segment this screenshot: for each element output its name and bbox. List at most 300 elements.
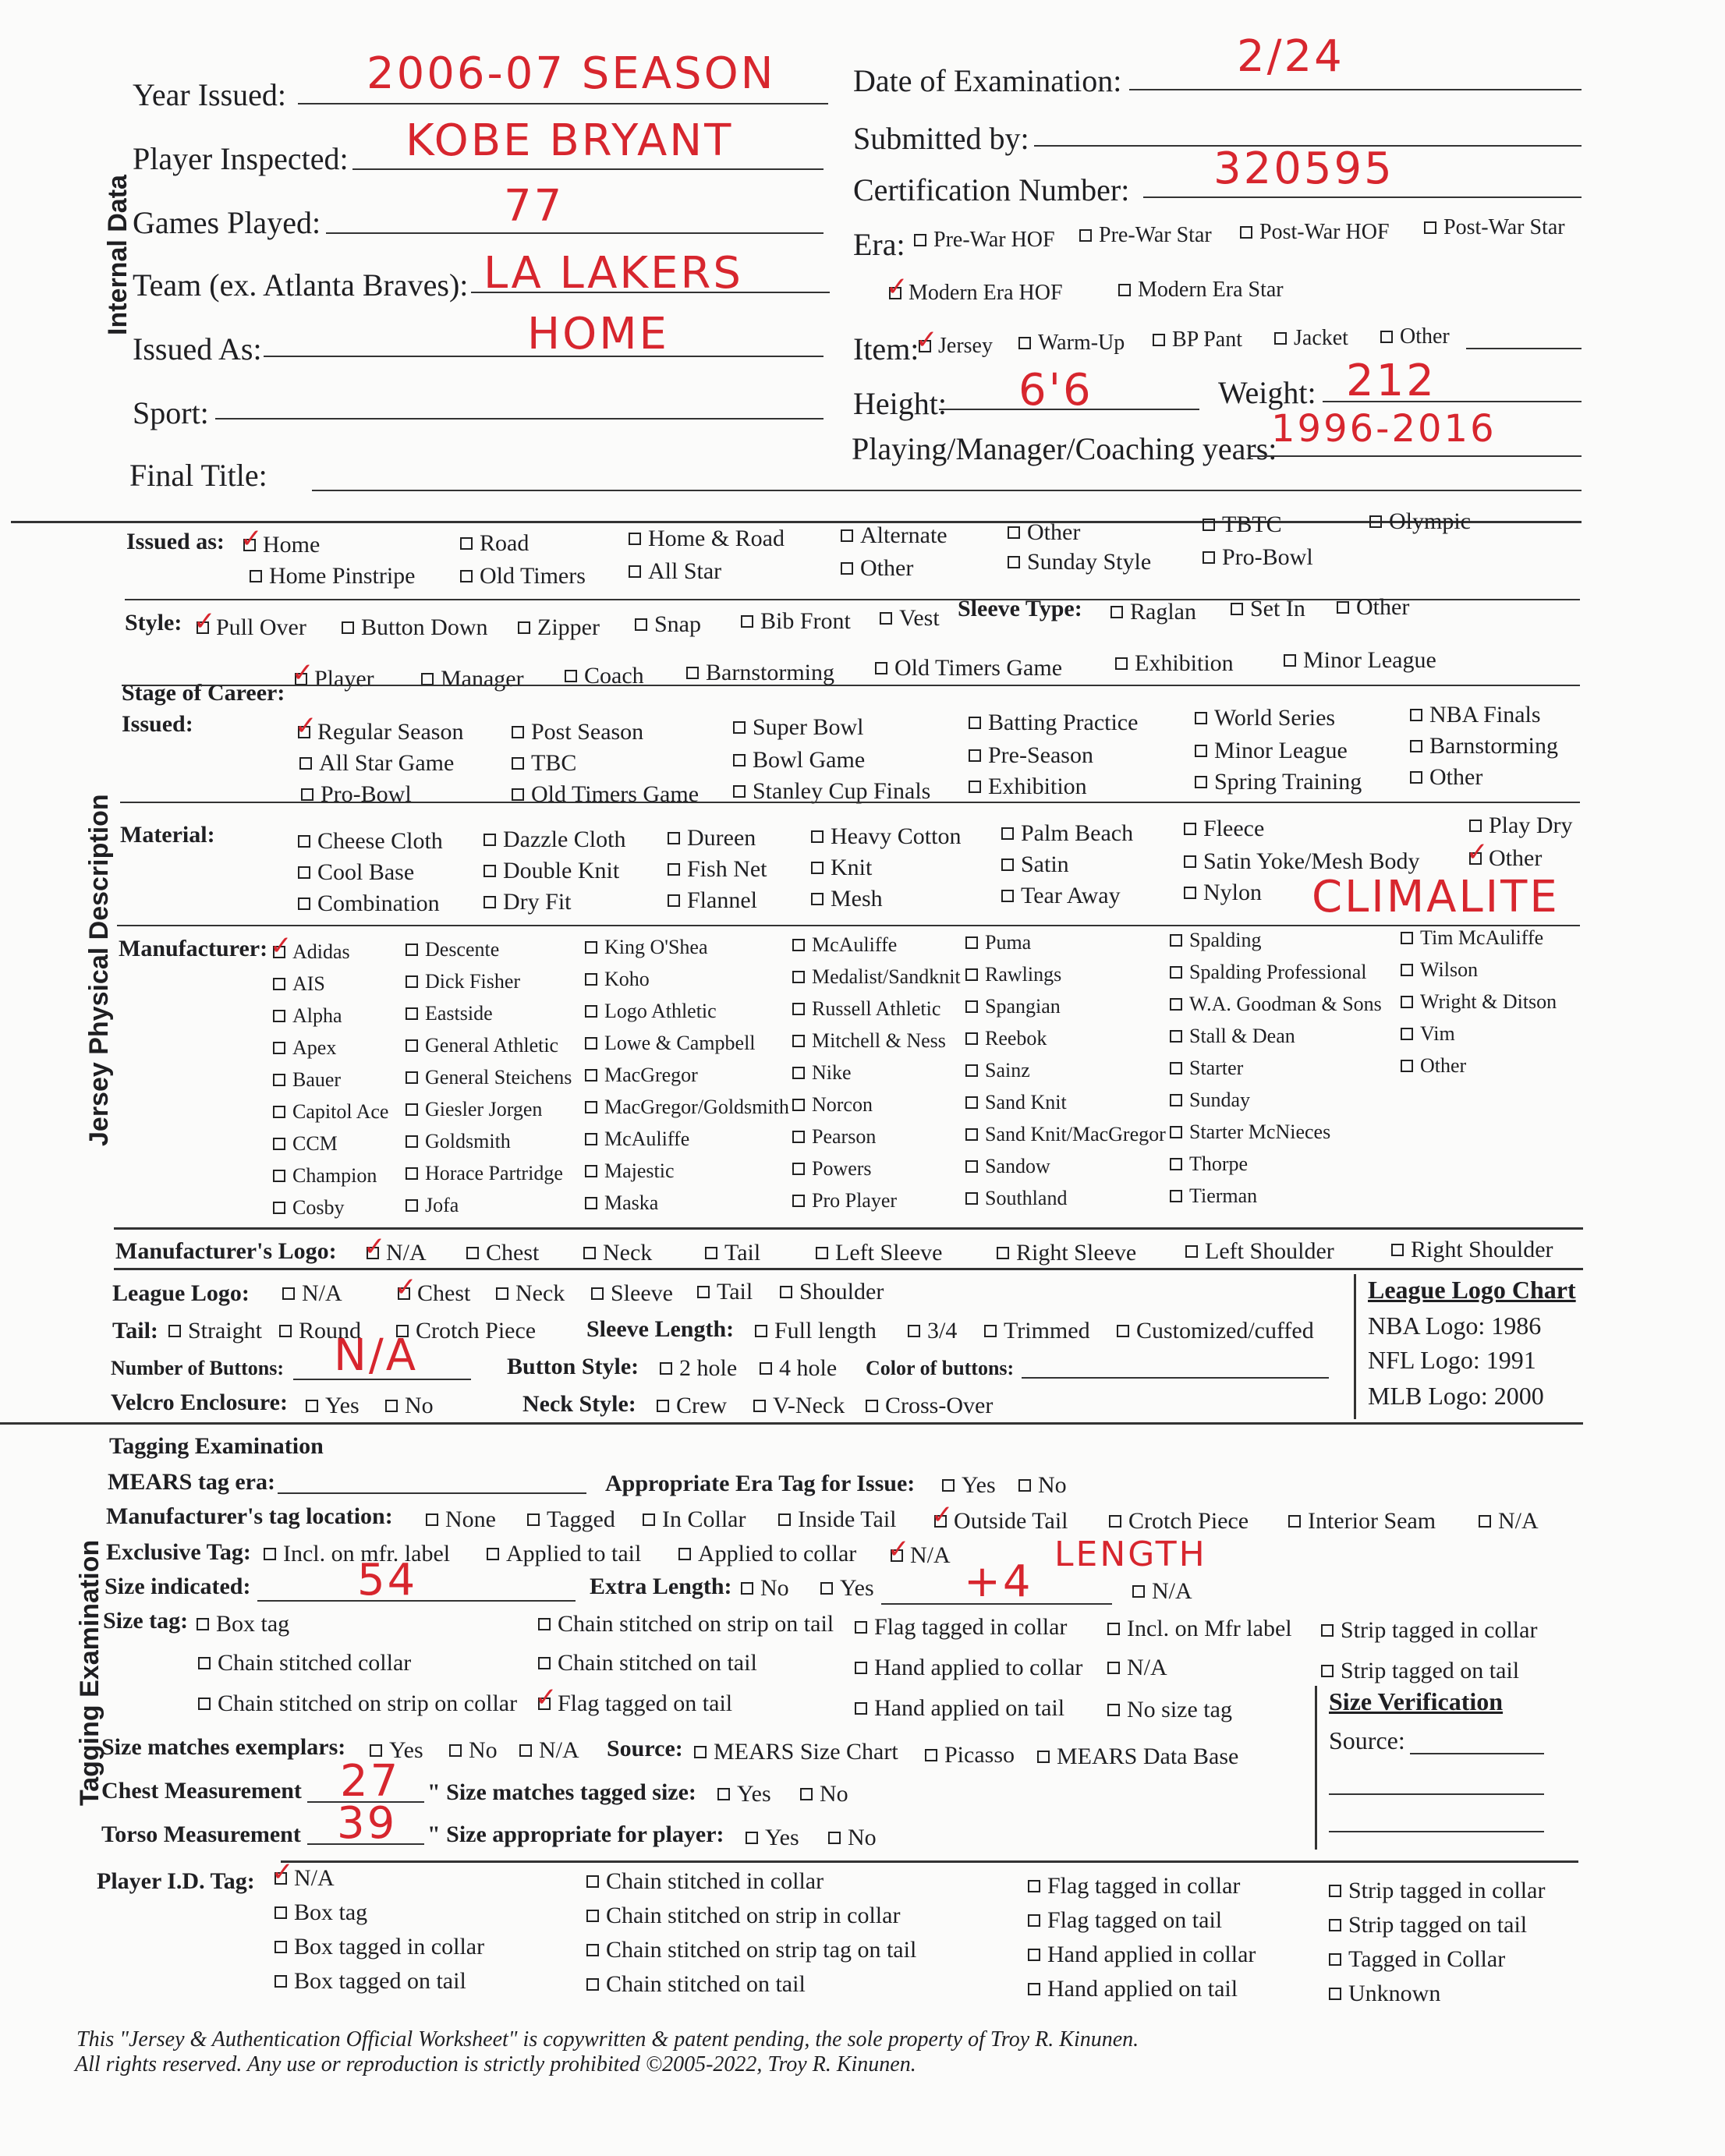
- issued-as-checkbox-all-star[interactable]: [629, 558, 721, 585]
- checkbox-box[interactable]: [1321, 1624, 1334, 1637]
- checkbox-box[interactable]: [585, 1133, 597, 1145]
- issued-checkbox-minor-league[interactable]: [1195, 738, 1348, 764]
- manufacturer-checkbox-w-a-goodman-sons[interactable]: [1170, 993, 1382, 1016]
- checkbox-box[interactable]: [811, 893, 824, 905]
- checkbox-box[interactable]: [965, 1000, 978, 1013]
- checkbox-box[interactable]: [1185, 1245, 1198, 1258]
- checkbox-box[interactable]: [1240, 226, 1252, 239]
- checkbox-box[interactable]: [697, 1286, 710, 1298]
- checkbox-box[interactable]: [778, 1513, 791, 1526]
- checkbox-box[interactable]: [273, 946, 285, 958]
- checkbox-box[interactable]: [460, 537, 473, 550]
- checkbox-box[interactable]: [460, 570, 473, 582]
- mfr-tag-location-checkbox-crotch-piece[interactable]: [1109, 1508, 1249, 1535]
- league-logo-checkbox-tail[interactable]: [697, 1279, 753, 1305]
- chest-value[interactable]: 27: [340, 1756, 401, 1807]
- source-checkbox-mears-data-base[interactable]: [1037, 1744, 1238, 1770]
- stage-checkbox-barnstorming[interactable]: [686, 660, 834, 686]
- checkbox-box[interactable]: [243, 539, 256, 551]
- checkbox-box[interactable]: [828, 1832, 841, 1844]
- material-checkbox-palm-beach[interactable]: [1001, 820, 1133, 847]
- checkbox-box[interactable]: [1118, 284, 1131, 296]
- manufacturer-checkbox-alpha[interactable]: [273, 1004, 342, 1028]
- checkbox-box[interactable]: [780, 1286, 792, 1298]
- checkbox-box[interactable]: [1410, 771, 1422, 784]
- stage-checkbox-manager[interactable]: [421, 666, 524, 692]
- checkbox-box[interactable]: [1401, 996, 1413, 1008]
- appropriate-era-checkbox-no[interactable]: [1018, 1472, 1067, 1499]
- issued-as-checkbox-home-road[interactable]: [629, 526, 785, 552]
- checkbox-box[interactable]: [398, 1287, 410, 1300]
- cert-number-value[interactable]: 320595: [1213, 143, 1394, 194]
- checkbox-box[interactable]: [483, 865, 496, 877]
- checkbox-box[interactable]: [301, 788, 313, 801]
- checkbox-box[interactable]: [820, 1582, 833, 1595]
- mfr-tag-location-checkbox-outside-tail[interactable]: [934, 1508, 1068, 1535]
- issued-checkbox-tbc[interactable]: [512, 750, 576, 777]
- checkbox-box[interactable]: [586, 1978, 599, 1991]
- checkbox-box[interactable]: [1079, 229, 1092, 242]
- checkbox-box[interactable]: [197, 621, 209, 634]
- checkbox-box[interactable]: [342, 621, 354, 634]
- manufacturer-checkbox-sand-knit[interactable]: [965, 1091, 1067, 1114]
- checkbox-box[interactable]: [1170, 1094, 1182, 1106]
- checkbox-box[interactable]: [512, 726, 524, 738]
- checkbox-box[interactable]: [686, 667, 699, 679]
- issued-as-value[interactable]: HOME: [527, 309, 669, 359]
- issued-checkbox-all-star-game[interactable]: [299, 750, 454, 777]
- player-inspected-value[interactable]: KOBE BRYANT: [406, 115, 734, 166]
- checkbox-box[interactable]: [264, 1548, 276, 1560]
- checkbox-box[interactable]: [273, 1138, 285, 1150]
- manufacturer-checkbox-stall-dean[interactable]: [1170, 1025, 1295, 1048]
- player-id-checkbox-chain-stitched-on-strip-in-collar[interactable]: [586, 1903, 900, 1929]
- issued-checkbox-nba-finals[interactable]: [1410, 702, 1541, 728]
- manufacturer-checkbox-tim-mcauliffe[interactable]: [1401, 926, 1543, 950]
- checkbox-box[interactable]: [198, 1657, 211, 1669]
- checkbox-box[interactable]: [406, 1199, 418, 1212]
- checkbox-box[interactable]: [1380, 331, 1393, 343]
- checkbox-box[interactable]: [908, 1325, 920, 1337]
- issued-checkbox-regular-season[interactable]: [298, 719, 463, 745]
- manufacturer-checkbox-tierman[interactable]: [1170, 1184, 1257, 1208]
- checkbox-box[interactable]: [586, 1910, 599, 1922]
- checkbox-box[interactable]: [1329, 1988, 1341, 2000]
- checkbox-box[interactable]: [1153, 334, 1165, 346]
- manufacturer-checkbox-eastside[interactable]: [406, 1002, 493, 1025]
- checkbox-box[interactable]: [406, 943, 418, 956]
- checkbox-box[interactable]: [1195, 745, 1207, 757]
- manufacturer-checkbox-dick-fisher[interactable]: [406, 970, 520, 993]
- checkbox-box[interactable]: [275, 1975, 287, 1988]
- source-checkbox-mears-size-chart[interactable]: [694, 1739, 898, 1765]
- checkbox-box[interactable]: [483, 834, 496, 846]
- era-checkbox-pre-war-hof[interactable]: [914, 228, 1055, 253]
- checkbox-box[interactable]: [1184, 823, 1196, 835]
- manufacturer-checkbox-norcon[interactable]: [792, 1093, 873, 1117]
- checkbox-box[interactable]: [1469, 820, 1482, 832]
- player-id-checkbox-box-tagged-on-tail[interactable]: [275, 1968, 466, 1995]
- button-style-checkbox-4-hole[interactable]: [760, 1355, 837, 1382]
- material-checkbox-fish-net[interactable]: [668, 856, 767, 883]
- manufacturer-checkbox-wilson[interactable]: [1401, 958, 1478, 982]
- material-checkbox-fleece[interactable]: [1184, 816, 1264, 842]
- checkbox-box[interactable]: [811, 830, 824, 843]
- size-tag-checkbox-flag-tagged-in-collar[interactable]: [855, 1614, 1067, 1641]
- player-id-checkbox-strip-tagged-on-tail[interactable]: [1329, 1912, 1527, 1938]
- checkbox-box[interactable]: [1008, 526, 1020, 539]
- checkbox-box[interactable]: [585, 1197, 597, 1209]
- material-checkbox-satin-yoke-mesh-body[interactable]: [1184, 848, 1420, 875]
- checkbox-box[interactable]: [586, 1944, 599, 1956]
- checkbox-box[interactable]: [1195, 712, 1207, 724]
- checkbox-box[interactable]: [591, 1287, 604, 1300]
- sleeve-type-checkbox-other[interactable]: [1337, 594, 1409, 621]
- checkbox-box[interactable]: [792, 1163, 805, 1175]
- checkbox-box[interactable]: [984, 1325, 997, 1337]
- mfr-logo-checkbox-left-sleeve[interactable]: [816, 1240, 942, 1266]
- checkbox-box[interactable]: [1469, 852, 1482, 865]
- player-id-checkbox-strip-tagged-in-collar[interactable]: [1329, 1878, 1545, 1904]
- checkbox-box[interactable]: [875, 662, 887, 674]
- checkbox-box[interactable]: [965, 1128, 978, 1141]
- source-checkbox-picasso[interactable]: [925, 1742, 1015, 1768]
- checkbox-box[interactable]: [1401, 932, 1413, 944]
- checkbox-box[interactable]: [421, 673, 434, 685]
- manufacturer-checkbox-jofa[interactable]: [406, 1194, 459, 1217]
- sleeve-length-checkbox-customized-cuffed[interactable]: [1117, 1318, 1314, 1344]
- league-logo-checkbox-sleeve[interactable]: [591, 1280, 673, 1307]
- item-checkbox-bp-pant[interactable]: [1153, 327, 1242, 352]
- mfr-logo-checkbox-tail[interactable]: [705, 1240, 760, 1266]
- checkbox-box[interactable]: [1115, 657, 1128, 670]
- checkbox-box[interactable]: [1170, 1030, 1182, 1043]
- checkbox-box[interactable]: [298, 866, 310, 879]
- checkbox-box[interactable]: [1028, 1914, 1040, 1927]
- checkbox-box[interactable]: [934, 1515, 947, 1528]
- style-checkbox-zipper[interactable]: [518, 614, 600, 641]
- stage-checkbox-exhibition[interactable]: [1115, 650, 1234, 677]
- league-logo-checkbox-chest[interactable]: [398, 1280, 470, 1307]
- mfr-logo-checkbox-neck[interactable]: [583, 1240, 652, 1266]
- neck-style-checkbox-cross-over[interactable]: [866, 1393, 993, 1419]
- torso-value[interactable]: 39: [337, 1798, 398, 1849]
- checkbox-box[interactable]: [942, 1479, 955, 1492]
- sleeve-type-checkbox-set-in[interactable]: [1231, 596, 1305, 622]
- checkbox-box[interactable]: [969, 749, 981, 762]
- year-issued-value[interactable]: 2006-07 SEASON: [367, 48, 776, 99]
- checkbox-box[interactable]: [965, 1032, 978, 1045]
- player-id-checkbox-tagged-in-collar[interactable]: [1329, 1946, 1505, 1973]
- checkbox-box[interactable]: [1170, 934, 1182, 947]
- manufacturer-checkbox-majestic[interactable]: [585, 1159, 675, 1183]
- checkbox-box[interactable]: [1424, 221, 1436, 234]
- manufacturer-checkbox-descente[interactable]: [406, 938, 499, 961]
- checkbox-box[interactable]: [406, 1167, 418, 1180]
- issued-checkbox-batting-practice[interactable]: [969, 710, 1138, 736]
- checkbox-box[interactable]: [1231, 603, 1243, 615]
- manufacturer-checkbox-spalding[interactable]: [1170, 929, 1261, 952]
- material-checkbox-dazzle-cloth[interactable]: [483, 827, 625, 853]
- checkbox-box[interactable]: [866, 1400, 878, 1412]
- size-tag-checkbox-chain-stitched-collar[interactable]: [198, 1650, 411, 1676]
- checkbox-box[interactable]: [1008, 556, 1020, 568]
- player-id-checkbox-flag-tagged-on-tail[interactable]: [1028, 1907, 1222, 1934]
- manufacturer-checkbox-puma[interactable]: [965, 931, 1031, 954]
- checkbox-box[interactable]: [792, 939, 805, 951]
- mfr-tag-location-checkbox-tagged[interactable]: [527, 1506, 615, 1533]
- league-logo-checkbox-n-a[interactable]: [282, 1280, 342, 1307]
- manufacturer-checkbox-pearson[interactable]: [792, 1125, 876, 1149]
- checkbox-box[interactable]: [1195, 776, 1207, 788]
- date-exam-value[interactable]: 2/24: [1237, 31, 1344, 82]
- checkbox-box[interactable]: [1329, 1919, 1341, 1931]
- checkbox-box[interactable]: [733, 721, 746, 734]
- checkbox-box[interactable]: [1170, 998, 1182, 1011]
- years-value[interactable]: 1996-2016: [1271, 407, 1497, 451]
- checkbox-box[interactable]: [965, 968, 978, 981]
- checkbox-box[interactable]: [1109, 1515, 1121, 1528]
- checkbox-box[interactable]: [198, 1698, 211, 1710]
- manufacturer-checkbox-reebok[interactable]: [965, 1027, 1047, 1050]
- checkbox-box[interactable]: [668, 894, 680, 907]
- checkbox-box[interactable]: [1001, 827, 1014, 840]
- issued-checkbox-super-bowl[interactable]: [733, 714, 864, 741]
- manufacturer-checkbox-russell-athletic[interactable]: [792, 997, 940, 1021]
- style-checkbox-button-down[interactable]: [342, 614, 488, 641]
- checkbox-box[interactable]: [1170, 1190, 1182, 1202]
- manufacturer-checkbox-giesler-jorgen[interactable]: [406, 1098, 542, 1121]
- style-checkbox-vest[interactable]: [880, 605, 940, 632]
- checkbox-box[interactable]: [1329, 1953, 1341, 1966]
- checkbox-box[interactable]: [800, 1788, 813, 1800]
- checkbox-box[interactable]: [519, 1744, 532, 1757]
- neck-style-checkbox-crew[interactable]: [657, 1393, 727, 1419]
- checkbox-box[interactable]: [197, 1618, 209, 1630]
- checkbox-box[interactable]: [1001, 890, 1014, 902]
- appropriate-era-checkbox-yes[interactable]: [942, 1472, 996, 1499]
- chest-checkbox-no[interactable]: [800, 1781, 848, 1807]
- issued-as-checkbox-road[interactable]: [460, 530, 529, 557]
- checkbox-box[interactable]: [1321, 1665, 1334, 1677]
- manufacturer-checkbox-ccm[interactable]: [273, 1132, 338, 1156]
- mfr-tag-location-checkbox-interior-seam[interactable]: [1288, 1508, 1436, 1535]
- exclusive-tag-checkbox-applied-to-tail[interactable]: [487, 1541, 641, 1567]
- checkbox-box[interactable]: [741, 1582, 753, 1595]
- checkbox-box[interactable]: [306, 1400, 318, 1412]
- manufacturer-checkbox-bauer[interactable]: [273, 1068, 341, 1092]
- checkbox-box[interactable]: [583, 1247, 596, 1259]
- exclusive-tag-checkbox-n-a[interactable]: [891, 1542, 951, 1569]
- checkbox-box[interactable]: [733, 754, 746, 766]
- checkbox-box[interactable]: [1369, 515, 1382, 528]
- size-tag-checkbox-incl-on-mfr-label[interactable]: [1107, 1616, 1292, 1642]
- checkbox-box[interactable]: [483, 896, 496, 908]
- player-id-checkbox-hand-applied-on-tail[interactable]: [1028, 1976, 1238, 2002]
- manufacturer-checkbox-pro-player[interactable]: [792, 1189, 897, 1213]
- checkbox-box[interactable]: [1001, 859, 1014, 871]
- checkbox-box[interactable]: [816, 1247, 828, 1259]
- height-value[interactable]: 6'6: [1018, 365, 1093, 416]
- checkbox-box[interactable]: [273, 1042, 285, 1054]
- checkbox-box[interactable]: [965, 936, 978, 949]
- checkbox-box[interactable]: [969, 717, 981, 729]
- era-checkbox-pre-war-star[interactable]: [1079, 223, 1212, 248]
- item-checkbox-jacket[interactable]: [1274, 326, 1348, 351]
- checkbox-box[interactable]: [1401, 1028, 1413, 1040]
- manufacturer-checkbox-starter[interactable]: [1170, 1057, 1243, 1080]
- tail-checkbox-straight[interactable]: [168, 1318, 262, 1344]
- style-checkbox-pull-over[interactable]: [197, 614, 306, 641]
- checkbox-box[interactable]: [406, 1071, 418, 1084]
- checkbox-box[interactable]: [1107, 1623, 1120, 1635]
- issued-checkbox-exhibition[interactable]: [969, 774, 1087, 800]
- exclusive-tag-checkbox-applied-to-collar[interactable]: [678, 1541, 856, 1567]
- checkbox-box[interactable]: [997, 1247, 1009, 1259]
- extra-length-note[interactable]: LENGTH: [1054, 1535, 1207, 1574]
- material-other-value[interactable]: CLIMALITE: [1312, 872, 1560, 922]
- checkbox-box[interactable]: [538, 1618, 551, 1630]
- manufacturer-checkbox-champion[interactable]: [273, 1164, 377, 1188]
- checkbox-box[interactable]: [914, 234, 926, 246]
- mfr-tag-location-checkbox-none[interactable]: [426, 1506, 496, 1533]
- games-played-value[interactable]: 77: [504, 181, 565, 232]
- size-matches-checkbox-no[interactable]: [449, 1737, 498, 1764]
- size-tag-checkbox-strip-tagged-on-tail[interactable]: [1321, 1658, 1519, 1684]
- checkbox-box[interactable]: [565, 670, 577, 682]
- checkbox-box[interactable]: [406, 1135, 418, 1148]
- checkbox-box[interactable]: [487, 1548, 499, 1560]
- material-checkbox-tear-away[interactable]: [1001, 883, 1121, 909]
- checkbox-box[interactable]: [426, 1513, 438, 1526]
- checkbox-box[interactable]: [643, 1513, 655, 1526]
- manufacturer-checkbox-cosby[interactable]: [273, 1196, 344, 1220]
- issued-as-checkbox-olympic[interactable]: [1369, 508, 1471, 535]
- mfr-tag-location-checkbox-inside-tail[interactable]: [778, 1506, 897, 1533]
- manufacturer-checkbox-rawlings[interactable]: [965, 963, 1061, 986]
- checkbox-box[interactable]: [1170, 966, 1182, 979]
- manufacturer-checkbox-sandow[interactable]: [965, 1155, 1050, 1178]
- material-checkbox-other[interactable]: [1469, 845, 1542, 872]
- size-tag-checkbox-n-a[interactable]: [1107, 1655, 1167, 1681]
- player-id-checkbox-box-tag[interactable]: [275, 1899, 367, 1926]
- sleeve-length-checkbox-3-4[interactable]: [908, 1318, 957, 1344]
- checkbox-box[interactable]: [518, 621, 530, 634]
- era-checkbox-post-war-hof[interactable]: [1240, 220, 1390, 245]
- style-checkbox-bib-front[interactable]: [741, 608, 851, 635]
- manufacturer-checkbox-other[interactable]: [1401, 1054, 1466, 1078]
- checkbox-box[interactable]: [811, 862, 824, 874]
- manufacturer-checkbox-general-athletic[interactable]: [406, 1034, 558, 1057]
- checkbox-box[interactable]: [273, 1202, 285, 1214]
- manufacturer-checkbox-general-steichens[interactable]: [406, 1066, 572, 1089]
- player-id-checkbox-box-tagged-in-collar[interactable]: [275, 1934, 484, 1960]
- manufacturer-checkbox-southland[interactable]: [965, 1187, 1067, 1210]
- checkbox-box[interactable]: [406, 1103, 418, 1116]
- mfr-logo-checkbox-left-shoulder[interactable]: [1185, 1238, 1334, 1265]
- issued-as-checkbox-old-timers[interactable]: [460, 563, 586, 589]
- checkbox-box[interactable]: [1391, 1244, 1404, 1256]
- manufacturer-checkbox-mcauliffe[interactable]: [792, 933, 897, 957]
- checkbox-box[interactable]: [1401, 964, 1413, 976]
- checkbox-box[interactable]: [891, 1549, 903, 1562]
- mfr-tag-location-checkbox-in-collar[interactable]: [643, 1506, 746, 1533]
- issued-checkbox-old-timers-game[interactable]: [512, 781, 699, 808]
- checkbox-box[interactable]: [466, 1247, 479, 1259]
- checkbox-box[interactable]: [792, 1195, 805, 1207]
- checkbox-box[interactable]: [1117, 1325, 1129, 1337]
- checkbox-box[interactable]: [370, 1744, 382, 1757]
- checkbox-box[interactable]: [585, 973, 597, 986]
- checkbox-box[interactable]: [168, 1325, 181, 1337]
- era-checkbox-modern-era-hof[interactable]: [889, 281, 1063, 306]
- checkbox-box[interactable]: [273, 1010, 285, 1022]
- stage-checkbox-player[interactable]: [295, 666, 374, 692]
- weight-value[interactable]: 212: [1346, 356, 1436, 406]
- checkbox-box[interactable]: [385, 1400, 398, 1412]
- checkbox-box[interactable]: [1170, 1062, 1182, 1074]
- issued-checkbox-spring-training[interactable]: [1195, 769, 1362, 795]
- checkbox-box[interactable]: [1107, 1662, 1120, 1674]
- checkbox-box[interactable]: [1479, 1515, 1491, 1528]
- checkbox-box[interactable]: [250, 570, 262, 582]
- checkbox-box[interactable]: [1170, 1158, 1182, 1170]
- checkbox-box[interactable]: [275, 1872, 287, 1885]
- checkbox-box[interactable]: [1037, 1751, 1050, 1763]
- extra-length-checkbox-no[interactable]: [741, 1575, 789, 1602]
- checkbox-box[interactable]: [1018, 1479, 1031, 1492]
- checkbox-box[interactable]: [1110, 606, 1123, 618]
- button-style-checkbox-2-hole[interactable]: [660, 1355, 737, 1382]
- checkbox-box[interactable]: [753, 1400, 766, 1412]
- checkbox-box[interactable]: [925, 1749, 937, 1761]
- extra-length-checkbox-yes[interactable]: [820, 1575, 874, 1602]
- num-buttons-value[interactable]: N/A: [334, 1330, 419, 1381]
- sleeve-length-checkbox-trimmed[interactable]: [984, 1318, 1090, 1344]
- checkbox-box[interactable]: [629, 533, 641, 545]
- manufacturer-checkbox-spalding-professional[interactable]: [1170, 961, 1367, 984]
- checkbox-box[interactable]: [298, 835, 310, 848]
- checkbox-box[interactable]: [512, 788, 524, 801]
- manufacturer-checkbox-sainz[interactable]: [965, 1059, 1030, 1082]
- checkbox-box[interactable]: [741, 615, 753, 628]
- checkbox-box[interactable]: [635, 618, 647, 631]
- checkbox-box[interactable]: [1284, 654, 1296, 667]
- checkbox-box[interactable]: [705, 1247, 717, 1259]
- checkbox-box[interactable]: [585, 1101, 597, 1113]
- checkbox-box[interactable]: [298, 897, 310, 910]
- stage-checkbox-minor-league[interactable]: [1284, 647, 1436, 674]
- material-checkbox-play-dry[interactable]: [1469, 812, 1573, 839]
- item-checkbox-other[interactable]: [1380, 324, 1450, 349]
- era-checkbox-modern-era-star[interactable]: [1118, 278, 1284, 303]
- manufacturer-checkbox-mcauliffe[interactable]: [585, 1128, 689, 1151]
- chest-checkbox-yes[interactable]: [717, 1781, 771, 1807]
- checkbox-box[interactable]: [406, 975, 418, 988]
- style-checkbox-snap[interactable]: [635, 611, 701, 638]
- checkbox-box[interactable]: [527, 1513, 540, 1526]
- torso-checkbox-no[interactable]: [828, 1825, 877, 1851]
- issued-as-checkbox-other[interactable]: [841, 555, 913, 582]
- checkbox-box[interactable]: [538, 1657, 551, 1669]
- mfr-logo-checkbox-chest[interactable]: [466, 1240, 539, 1266]
- checkbox-box[interactable]: [1028, 1880, 1040, 1892]
- size-tag-checkbox-no-size-tag[interactable]: [1107, 1697, 1232, 1723]
- size-tag-checkbox-chain-stitched-on-strip-on-collar[interactable]: [198, 1690, 517, 1717]
- checkbox-box[interactable]: [406, 1007, 418, 1020]
- checkbox-box[interactable]: [855, 1621, 867, 1634]
- checkbox-box[interactable]: [657, 1400, 669, 1412]
